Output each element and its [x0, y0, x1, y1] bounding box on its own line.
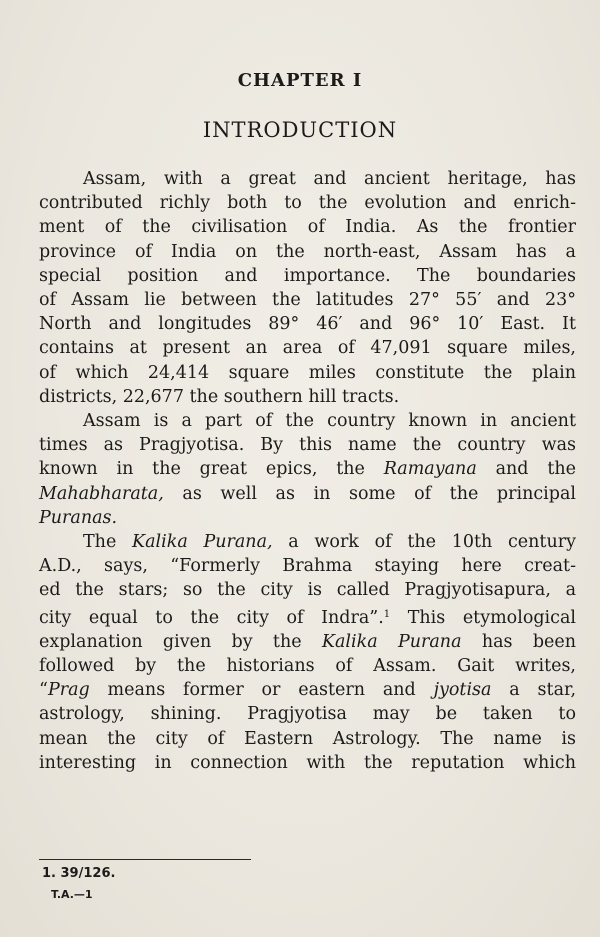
text-run: The	[83, 532, 133, 553]
text-run: known in the great epics, the	[39, 459, 384, 480]
text-line: A.D., says, “Formerly Brahma staying here creat-	[39, 556, 576, 577]
text-run: explanation given by the	[39, 631, 322, 652]
text-line	[39, 603, 576, 630]
text-line	[39, 630, 576, 654]
text-line: Assam, with a great and ancient heritage, has	[83, 169, 576, 189]
chapter-title: INTRODUCTION	[202, 118, 398, 142]
text-line: mean the city of Eastern Astrology. The name is	[39, 728, 576, 749]
text-line: districts, 22,677 the southern hill tracts.	[39, 386, 400, 407]
text-line: ed the stars; so the city is called Pragjyotisapura, a	[39, 580, 576, 601]
text-line: special position and importance. The boundaries	[39, 265, 576, 286]
text-line: interesting in connection with the reputation which	[39, 752, 576, 773]
text-line: contributed richly both to the evolution and enrich-	[39, 193, 576, 214]
text-line: of which 24,414 square miles constitute the plain	[39, 362, 576, 383]
italic-title: Kalika Purana,	[132, 532, 273, 553]
footnote-marker: 1	[383, 608, 391, 620]
text-run: has been	[461, 631, 577, 652]
text-line: astrology, shining. Pragjyotisa may be taken to	[39, 704, 576, 725]
footnote: 1. 39/126.	[42, 866, 116, 881]
italic-term: Prag	[47, 680, 90, 701]
italic-title: Puranas.	[39, 507, 118, 528]
chapter-number: CHAPTER I	[237, 70, 363, 91]
text-run: and the	[476, 459, 576, 480]
text-line: of Assam lie between the latitudes 27° 55′ and 23°	[39, 290, 576, 311]
italic-title: Kalika Purana	[321, 631, 462, 652]
text-run: as well as in some of the principal	[163, 483, 576, 504]
text-line: North and longitudes 89° 46′ and 96° 10′ East. It	[39, 314, 576, 335]
body-text	[39, 167, 576, 775]
italic-title: Mahabharata,	[39, 483, 164, 504]
text-run: “	[39, 680, 48, 701]
text-line: times as Pragjyotisa. By this name the country was	[39, 435, 576, 456]
text-line: Assam is a part of the country known in ancient	[83, 411, 576, 432]
text-line: contains at present an area of 47,091 square miles,	[39, 338, 576, 359]
text-run: a star,	[491, 680, 577, 701]
text-line	[39, 506, 576, 530]
text-line: ment of the civilisation of India. As the frontier	[39, 217, 576, 238]
text-run: means former or eastern and	[89, 680, 434, 701]
text-run: city equal to the city of Indra”.	[39, 607, 384, 628]
italic-term: jyotisa	[433, 680, 492, 701]
italic-title: Ramayana	[383, 459, 477, 480]
text-line: followed by the historians of Assam. Gait writes,	[39, 656, 576, 677]
text-line: province of India on the north-east, Assam has a	[39, 241, 576, 262]
signature-mark: T.A.—1	[51, 888, 93, 901]
text-run: This etymological	[390, 607, 576, 628]
footnote-divider	[39, 859, 251, 860]
text-line	[39, 678, 576, 702]
text-line	[39, 482, 576, 506]
text-run: a work of the 10th century	[272, 532, 576, 553]
text-line	[39, 530, 576, 554]
text-line	[39, 457, 576, 481]
